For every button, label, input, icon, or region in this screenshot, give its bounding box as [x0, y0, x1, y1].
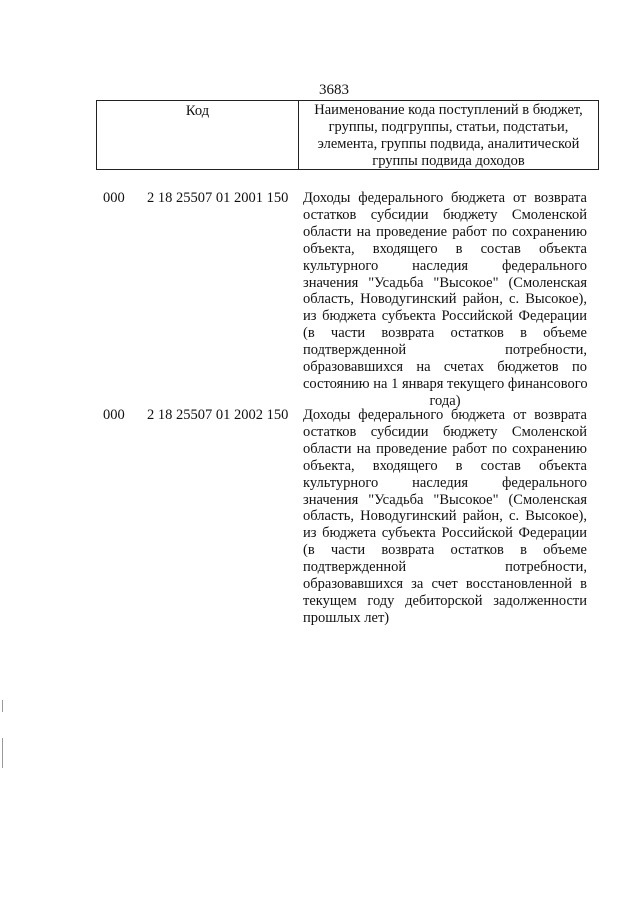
description-line: подтвержденной потребности, [303, 342, 587, 359]
description-line: образовавшихся на счетах бюджетов по [303, 359, 587, 376]
description-line: подтвержденной потребности, [303, 559, 587, 576]
description-line: года) [429, 392, 461, 409]
revenue-description [303, 407, 587, 627]
description-line: область, Новодугинский район, с. Высокое), [303, 508, 587, 525]
description-line: Доходы федерального бюджета от возврата [303, 407, 587, 423]
description-line: объекта, входящего в состав объекта [303, 240, 587, 257]
description-line: объекта, входящего в состав объекта [303, 457, 587, 474]
description-line: значения "Усадьба "Высокое" (Смоленская [303, 491, 587, 508]
description-line: текущем году дебиторской задолженности [303, 592, 587, 609]
description-line: области на проведение работ по сохранению [303, 223, 587, 240]
scan-edge-mark [2, 738, 3, 768]
description-line: остатков субсидии бюджету Смоленской [303, 423, 587, 440]
description-line: состоянию на 1 января текущего финансового [303, 375, 588, 392]
description-line: прошлых лет) [303, 609, 390, 626]
description-line: образовавшихся за счет восстановленной в [303, 576, 587, 593]
description-line: остатков субсидии бюджету Смоленской [303, 206, 587, 223]
description-line: из бюджета субъекта Российской Федерации [303, 525, 587, 542]
description-line: области на проведение работ по сохранению [303, 440, 587, 457]
description-line: из бюджета субъекта Российской Федерации [303, 308, 587, 325]
description-line: Доходы федерального бюджета от возврата [303, 190, 587, 206]
admin-code: 000 [103, 407, 125, 423]
revenue-code: 2 18 25507 01 2002 150 [147, 407, 289, 423]
table-header [96, 100, 599, 170]
admin-code: 000 [103, 190, 125, 206]
description-line: область, Новодугинский район, с. Высокое), [303, 291, 587, 308]
description-line: культурного наследия федерального [303, 474, 587, 491]
page-number: 3683 [319, 82, 349, 98]
header-name-column: Наименование кода поступлений в бюджет, группы, подгруппы, статьи, подстатьи, элемента, группы подвида, аналитической группы подвида доходов [314, 102, 583, 169]
revenue-description [303, 190, 587, 410]
header-code-column: Код [97, 101, 299, 169]
revenue-code: 2 18 25507 01 2001 150 [147, 190, 289, 206]
description-line: значения "Усадьба "Высокое" (Смоленская [303, 274, 587, 291]
description-line: (в части возврата остатков в объеме [303, 542, 587, 559]
description-line: (в части возврата остатков в объеме [303, 325, 587, 342]
scan-edge-mark [2, 700, 3, 712]
description-line: культурного наследия федерального [303, 257, 587, 274]
